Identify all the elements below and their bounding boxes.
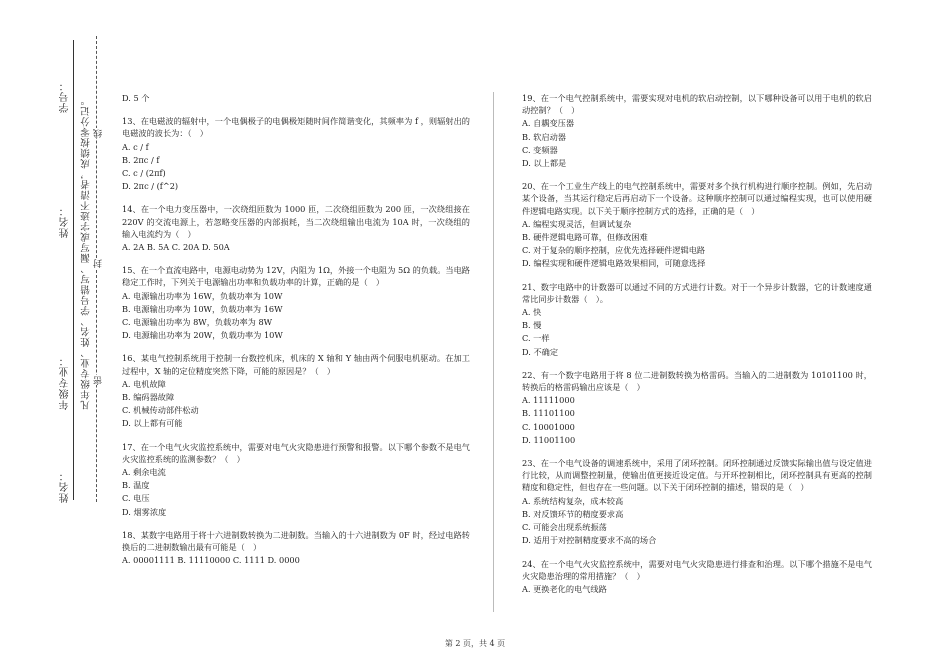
option: A. 剩余电流 — [122, 467, 166, 478]
option: B. 对反馈环节的精度要求高 — [522, 508, 624, 519]
question-stem: 16、某电气控制系统用于控制一台数控机床，机床的 X 轴和 Y 轴由两个伺服电机驱动。在加工过程中，X 轴的定位精度突然下降，可能的原因是？（ ） — [122, 353, 470, 376]
question-stem: 19、在一个电气控制系统中，需要实现对电机的软启动控制，以下哪种设备可以用于电机的软启动控制？（ ） — [522, 93, 872, 116]
right-question-column — [522, 92, 872, 606]
option: B. 温度 — [122, 480, 150, 491]
question-stem: 24、在一个电气火灾监控系统中，需要对电气火灾隐患进行排查和治理。以下哪个措施不是电气火灾隐患治理的常用措施？（ ） — [522, 558, 872, 581]
major-label: 年级专业： — [60, 355, 71, 410]
fill-instruction: 凡年级专业、姓名、学号错写、漏写或字迹不清者，成绩按零分记。 — [81, 95, 92, 410]
option: C. 机械传动部件松动 — [122, 405, 199, 416]
option: A. 系统结构复杂，成本较高 — [522, 495, 624, 506]
question-stem: 18、某数字电路用于将十六进制数转换为二进制数。当输入的十六进制数为 0F 时，经过电路转换后的二进制数输出最有可能是（ ） — [122, 529, 470, 553]
question-stem: 17、在一个电气火灾监控系统中，需要对电气火灾隐患进行预警和报警。以下哪个参数不是电气火灾监控系统的监测参数？（ ） — [122, 441, 470, 464]
option: A. 快 — [522, 307, 542, 318]
option: D. 5 个 — [122, 93, 150, 103]
question-20 — [522, 180, 872, 269]
question-15 — [122, 264, 470, 341]
option: C. 一样 — [522, 333, 550, 344]
page-footer: 第 2 页，共 4 页 — [444, 639, 506, 648]
option: B. 硬件逻辑电路可靠，但修改困难 — [522, 232, 648, 243]
binding-margin — [0, 0, 110, 672]
question-16 — [122, 352, 470, 429]
question-17 — [122, 441, 470, 518]
option: D. 以上都有可能 — [122, 418, 183, 429]
option: A. 编程实现灵活，但调试复杂 — [522, 218, 632, 229]
binding-solid-line-left — [73, 40, 74, 500]
option: B. 11101100 — [522, 408, 575, 419]
question-19 — [522, 92, 872, 169]
option: D. 11001100 — [522, 434, 576, 445]
binding-dashed-line — [96, 36, 97, 502]
option: A. 更换老化的电气线路 — [522, 583, 607, 594]
option: D. 编程实现和硬件逻辑电路效果相同，可随意选择 — [522, 258, 706, 269]
option: B. 编码器故障 — [122, 392, 175, 403]
option: A. 11111000 — [522, 395, 575, 406]
option: D. 电源输出功率为 20W，负载功率为 10W — [122, 330, 283, 341]
question-stem: 23、在一个电气设备的调速系统中，采用了闭环控制。闭环控制通过反馈实际输出值与设定值进行比较，从而调整控制量，使输出值更接近设定值。与开环控制相比，闭环控制具有更高的控制精度和稳定性，但也存在一些问题。以下关于闭环控制的描述，错误的是（ ） — [522, 458, 872, 493]
option: B. 电源输出功率为 10W，负载功率为 16W — [122, 303, 283, 314]
question-24 — [522, 558, 872, 596]
option: A. 自耦变压器 — [522, 118, 575, 129]
column-divider — [493, 92, 494, 612]
cut-mark-seal: 封 — [94, 258, 104, 268]
option: C. 对于复杂的顺序控制，应优先选择硬件逻辑电路 — [522, 245, 706, 256]
cut-mark-seal: 线 — [94, 128, 104, 138]
options-inline: A. 00001111 B. 11110000 C. 1111 D. 0000 — [122, 555, 300, 566]
question-stem: 13、在电磁波的辐射中，一个电偶极子的电偶极矩随时间作简谐变化，其频率为 f ，则辐射出的电磁波的波长为：（ ） — [122, 116, 470, 139]
option: A. 电机故障 — [122, 378, 166, 389]
school-label: 姓名： — [60, 470, 71, 503]
question-stem: 22、有一个数字电路用于将 8 位二进制数转换为格雷码。当输入的二进制数为 10101100 时，转换后的格雷码输出应该是（ ） — [522, 369, 872, 393]
question-13 — [122, 115, 470, 192]
question-18 — [122, 529, 470, 567]
question-23 — [522, 457, 872, 546]
question-stem: 14、在一个电力变压器中，一次绕组匝数为 1000 匝，二次绕组匝数为 200 匝，一次绕组接在 220V 的交流电源上，若忽略变压器的内部损耗，当二次绕组输出电流为 10A 时，一次绕组的输入电流约为（ ） — [122, 204, 470, 239]
name-label: 姓名： — [60, 205, 71, 238]
question-21 — [522, 281, 872, 358]
question-stem: 15、在一个直流电路中，电源电动势为 12V，内阻为 1Ω，外接一个电阻为 5Ω 的负载。当电路稳定工作时，下列关于电源输出功率和负载功率的计算，正确的是（ ） — [122, 265, 470, 288]
option: D. 2πc / (f^2) — [122, 181, 179, 192]
option: D. 不确定 — [522, 346, 559, 357]
option: D. 烟雾浓度 — [122, 506, 167, 517]
left-question-column — [122, 92, 470, 578]
option: A. 电源输出功率为 16W，负载功率为 10W — [122, 290, 283, 301]
options-inline: A. 2A B. 5A C. 20A D. 50A — [122, 242, 230, 253]
student-id-label: 学号： — [60, 80, 71, 113]
question-22 — [522, 369, 872, 446]
option: B. 慢 — [522, 320, 542, 331]
question-stem: 20、在一个工业生产线上的电气控制系统中，需要对多个执行机构进行顺序控制。例如，先启动某个设备，当其运行稳定后再启动下一个设备。这种顺序控制可以通过编程实现，也可以使用硬件逻辑电路实现。以下关于顺序控制方式的选择，正确的是（ ） — [522, 181, 872, 216]
option: C. c / (2πf) — [122, 168, 166, 179]
option: C. 电压 — [122, 493, 150, 504]
option: D. 以上都是 — [522, 158, 567, 169]
option: C. 变频器 — [522, 144, 558, 155]
question-14 — [122, 203, 470, 253]
option: D. 适用于对控制精度要求不高的场合 — [522, 535, 657, 546]
option: C. 电源输出功率为 8W，负载功率为 8W — [122, 317, 273, 328]
option: B. 软启动器 — [522, 131, 566, 142]
question-12-tail — [122, 92, 470, 104]
cut-mark-seal: 密 — [94, 375, 104, 385]
option: C. 可能会出现系统振荡 — [522, 522, 607, 533]
question-stem: 21、数字电路中的计数器可以通过不同的方式进行计数。对于一个异步计数器，它的计数速度通常比同步计数器（ ）。 — [522, 281, 872, 304]
option: B. 2πc / f — [122, 154, 160, 165]
option: C. 10001000 — [522, 421, 575, 432]
option: A. c / f — [122, 141, 149, 152]
